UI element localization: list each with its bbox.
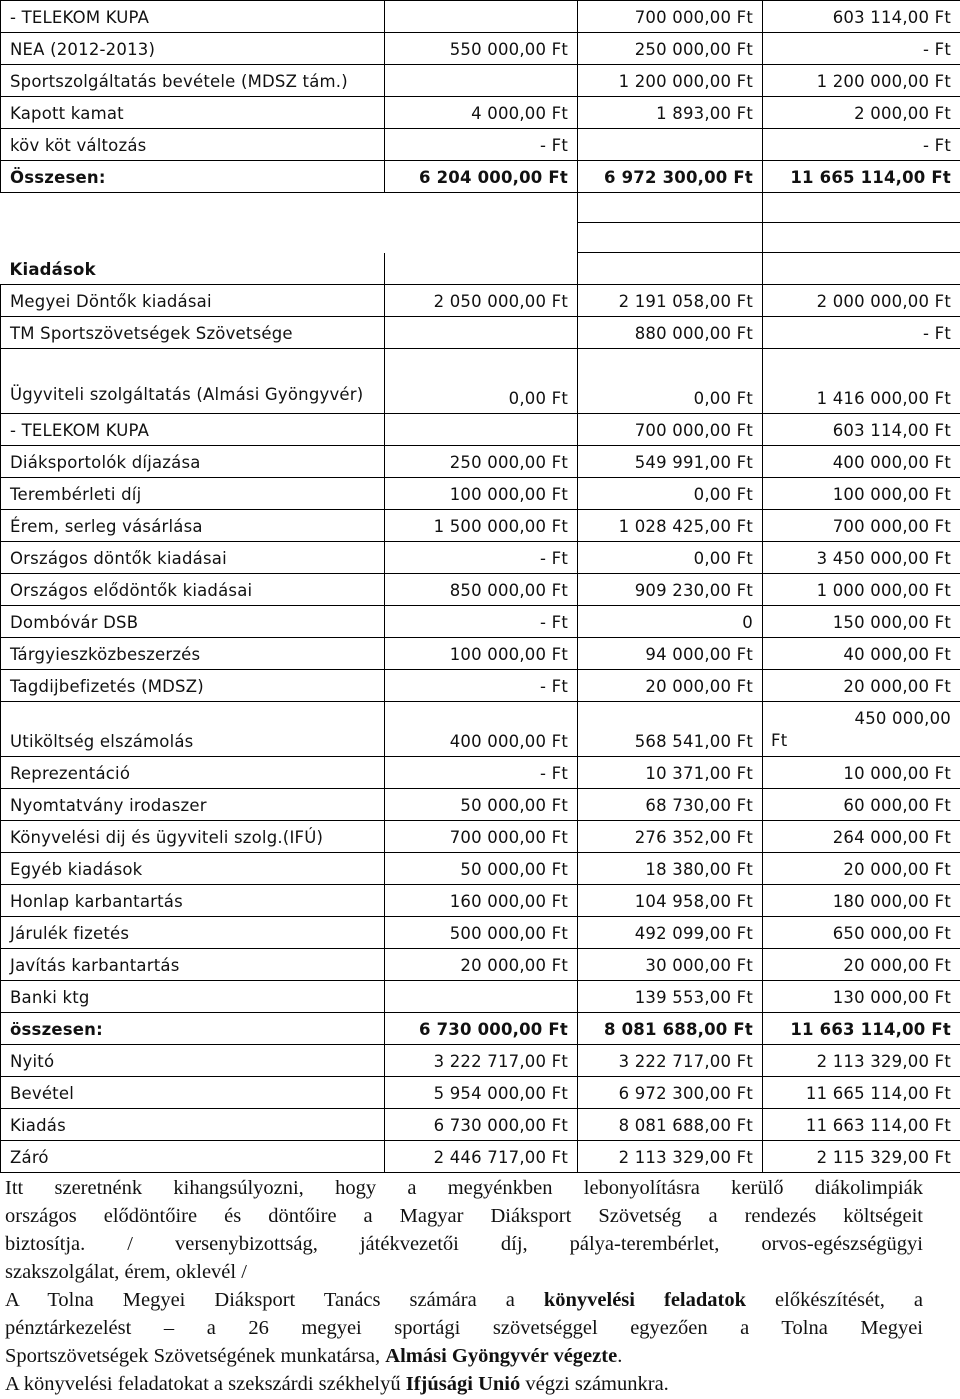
value-next: 3 450 000,00 Ft bbox=[763, 542, 960, 574]
value-next: 700 000,00 Ft bbox=[763, 510, 960, 542]
value-next-amount: 450 000,00 bbox=[854, 709, 951, 728]
value-plan: - Ft bbox=[385, 606, 578, 638]
expenses-heading-row bbox=[1, 253, 960, 285]
value-actual: 3 222 717,00 Ft bbox=[578, 1045, 763, 1077]
value-plan: 50 000,00 Ft bbox=[385, 789, 578, 821]
expense-row bbox=[1, 542, 960, 574]
value-next: 603 114,00 Ft bbox=[763, 1, 960, 33]
value-plan bbox=[385, 1, 578, 33]
empty-cell bbox=[578, 223, 763, 253]
row-label: Banki ktg bbox=[1, 981, 385, 1013]
value-plan: 160 000,00 Ft bbox=[385, 885, 578, 917]
expense-row bbox=[1, 446, 960, 478]
summary-row bbox=[1, 1141, 960, 1173]
note-paragraph-2: A Tolna Megyei Diáksport Tanács számára a könyvelési feladatok előkészítését, a bbox=[5, 1289, 924, 1311]
row-label: NEA (2012-2013) bbox=[1, 33, 385, 65]
empty-cell bbox=[1, 193, 385, 223]
value-next: 11 663 114,00 Ft bbox=[763, 1013, 960, 1045]
value-plan: 6 730 000,00 Ft bbox=[385, 1109, 578, 1141]
value-actual: 880 000,00 Ft bbox=[578, 317, 763, 349]
value-next: 400 000,00 Ft bbox=[763, 446, 960, 478]
row-label: Nyomtatvány irodaszer bbox=[1, 789, 385, 821]
value-actual: 1 028 425,00 Ft bbox=[578, 510, 763, 542]
summary-row bbox=[1, 1045, 960, 1077]
value-actual: 0,00 Ft bbox=[578, 542, 763, 574]
value-plan bbox=[385, 981, 578, 1013]
value-next: 40 000,00 Ft bbox=[763, 638, 960, 670]
expense-row bbox=[1, 349, 960, 414]
value-next: - Ft bbox=[763, 33, 960, 65]
row-label: Ügyviteli szolgáltatás (Almási Gyöngyvér) bbox=[1, 349, 385, 414]
row-label: Összesen: bbox=[1, 161, 385, 193]
value-plan bbox=[385, 317, 578, 349]
value-actual: 68 730,00 Ft bbox=[578, 789, 763, 821]
value-next: 20 000,00 Ft bbox=[763, 949, 960, 981]
value-next: 650 000,00 Ft bbox=[763, 917, 960, 949]
expense-row bbox=[1, 757, 960, 789]
expense-row bbox=[1, 853, 960, 885]
value-actual: 2 113 329,00 Ft bbox=[578, 1141, 763, 1173]
value-actual: 20 000,00 Ft bbox=[578, 670, 763, 702]
empty-cell bbox=[763, 253, 960, 285]
empty-cell bbox=[385, 193, 578, 223]
expense-row bbox=[1, 574, 960, 606]
value-next: - Ft bbox=[763, 129, 960, 161]
value-plan: 3 222 717,00 Ft bbox=[385, 1045, 578, 1077]
value-actual: 568 541,00 Ft bbox=[578, 702, 763, 757]
row-label: Terembérleti díj bbox=[1, 478, 385, 510]
row-label: Javítás karbantartás bbox=[1, 949, 385, 981]
expense-row bbox=[1, 606, 960, 638]
value-next: 100 000,00 Ft bbox=[763, 478, 960, 510]
value-plan: 700 000,00 Ft bbox=[385, 821, 578, 853]
expense-row bbox=[1, 478, 960, 510]
row-label: Érem, serleg vásárlása bbox=[1, 510, 385, 542]
value-actual: 104 958,00 Ft bbox=[578, 885, 763, 917]
income-row bbox=[1, 33, 960, 65]
row-label: Sportszolgáltatás bevétele (MDSZ tám.) bbox=[1, 65, 385, 97]
value-next: 1 000 000,00 Ft bbox=[763, 574, 960, 606]
expense-row bbox=[1, 510, 960, 542]
value-actual: 1 893,00 Ft bbox=[578, 97, 763, 129]
empty-cell bbox=[385, 253, 578, 285]
row-label: Dombóvár DSB bbox=[1, 606, 385, 638]
row-label: Országos döntők kiadásai bbox=[1, 542, 385, 574]
row-label: Tagdijbefizetés (MDSZ) bbox=[1, 670, 385, 702]
value-plan: - Ft bbox=[385, 542, 578, 574]
row-label: Reprezentáció bbox=[1, 757, 385, 789]
row-label: Könyvelési dij és ügyviteli szolg.(IFÚ) bbox=[1, 821, 385, 853]
value-next: 2 000 000,00 Ft bbox=[763, 285, 960, 317]
row-label: köv köt változás bbox=[1, 129, 385, 161]
value-plan: 0,00 Ft bbox=[385, 349, 578, 414]
value-plan: - Ft bbox=[385, 757, 578, 789]
income-row bbox=[1, 1, 960, 33]
row-label: Nyitó bbox=[1, 1045, 385, 1077]
value-actual: 18 380,00 Ft bbox=[578, 853, 763, 885]
value-next: 603 114,00 Ft bbox=[763, 414, 960, 446]
expense-row bbox=[1, 789, 960, 821]
value-plan: 1 500 000,00 Ft bbox=[385, 510, 578, 542]
bold-organization-name: Ifjúsági Unió bbox=[405, 1373, 521, 1395]
bold-person-name: Almási Gyöngyvér végezte bbox=[385, 1345, 618, 1367]
row-label: Tárgyieszközbeszerzés bbox=[1, 638, 385, 670]
note-paragraph-1-line-2: országos elődöntőire és döntőire a Magyar Diáksport Szövetség a rendezés költségeit bbox=[5, 1205, 923, 1227]
row-label: TM Sportszövetségek Szövetsége bbox=[1, 317, 385, 349]
empty-cell bbox=[763, 223, 960, 253]
value-next: 180 000,00 Ft bbox=[763, 885, 960, 917]
value-next-currency: Ft bbox=[771, 731, 788, 750]
value-next bbox=[763, 702, 960, 757]
empty-cell bbox=[578, 193, 763, 223]
row-label: Kapott kamat bbox=[1, 97, 385, 129]
value-next: 1 200 000,00 Ft bbox=[763, 65, 960, 97]
row-label: Kiadás bbox=[1, 1109, 385, 1141]
row-label: Egyéb kiadások bbox=[1, 853, 385, 885]
row-label: - TELEKOM KUPA bbox=[1, 1, 385, 33]
expense-row bbox=[1, 317, 960, 349]
value-plan: 2 446 717,00 Ft bbox=[385, 1141, 578, 1173]
expense-row bbox=[1, 414, 960, 446]
value-plan: 850 000,00 Ft bbox=[385, 574, 578, 606]
value-actual: 30 000,00 Ft bbox=[578, 949, 763, 981]
expense-row bbox=[1, 949, 960, 981]
value-actual: 549 991,00 Ft bbox=[578, 446, 763, 478]
value-actual: 492 099,00 Ft bbox=[578, 917, 763, 949]
expense-row-travel bbox=[1, 702, 960, 757]
value-plan: 5 954 000,00 Ft bbox=[385, 1077, 578, 1109]
value-plan: 250 000,00 Ft bbox=[385, 446, 578, 478]
spacer-row bbox=[1, 193, 960, 223]
expenses-heading: Kiadások bbox=[1, 253, 385, 285]
expense-row bbox=[1, 638, 960, 670]
expense-row bbox=[1, 917, 960, 949]
note-paragraph-3: A könyvelési feladatokat a szekszárdi székhelyű Ifjúsági Unió végzi számunkra. bbox=[5, 1373, 669, 1395]
value-next: 20 000,00 Ft bbox=[763, 670, 960, 702]
value-actual: 6 972 300,00 Ft bbox=[578, 161, 763, 193]
row-label: Utiköltség elszámolás bbox=[1, 702, 385, 757]
value-actual: 909 230,00 Ft bbox=[578, 574, 763, 606]
value-plan: 20 000,00 Ft bbox=[385, 949, 578, 981]
value-actual: 8 081 688,00 Ft bbox=[578, 1013, 763, 1045]
note-paragraph-1-line-3: biztosítja. / versenybizottság, játékvezetői díj, pálya-terembérlet, orvos-egészségügyi bbox=[5, 1233, 923, 1255]
value-next: 11 663 114,00 Ft bbox=[763, 1109, 960, 1141]
value-plan: 50 000,00 Ft bbox=[385, 853, 578, 885]
value-actual: 2 191 058,00 Ft bbox=[578, 285, 763, 317]
value-next: - Ft bbox=[763, 317, 960, 349]
value-plan: 550 000,00 Ft bbox=[385, 33, 578, 65]
value-next: 1 416 000,00 Ft bbox=[763, 349, 960, 414]
value-actual: 276 352,00 Ft bbox=[578, 821, 763, 853]
summary-row bbox=[1, 1077, 960, 1109]
note-paragraph-1: Itt szeretnénk kihangsúlyozni, hogy a megyénkben lebonyolításra kerülő diákolimpiák bbox=[5, 1177, 923, 1199]
value-actual: 700 000,00 Ft bbox=[578, 414, 763, 446]
row-label: Honlap karbantartás bbox=[1, 885, 385, 917]
expense-row bbox=[1, 821, 960, 853]
value-plan: - Ft bbox=[385, 129, 578, 161]
expense-row bbox=[1, 670, 960, 702]
expense-row bbox=[1, 885, 960, 917]
empty-cell bbox=[385, 223, 578, 253]
row-label: Bevétel bbox=[1, 1077, 385, 1109]
row-label: Záró bbox=[1, 1141, 385, 1173]
value-next: 130 000,00 Ft bbox=[763, 981, 960, 1013]
expense-total-row bbox=[1, 1013, 960, 1045]
value-next: 60 000,00 Ft bbox=[763, 789, 960, 821]
value-plan: 500 000,00 Ft bbox=[385, 917, 578, 949]
row-label: Diáksportolók díjazása bbox=[1, 446, 385, 478]
value-actual: 0,00 Ft bbox=[578, 349, 763, 414]
row-label: Országos elődöntők kiadásai bbox=[1, 574, 385, 606]
note-paragraph-2-line-2: pénztárkezelést – a 26 megyei sportági szövetséggel egyezően a Tolna Megyei bbox=[5, 1317, 923, 1339]
note-paragraph-1-line-4: szakszolgálat, érem, oklevél / bbox=[5, 1261, 247, 1283]
income-row bbox=[1, 65, 960, 97]
row-label: összesen: bbox=[1, 1013, 385, 1045]
value-actual bbox=[578, 129, 763, 161]
value-actual: 0 bbox=[578, 606, 763, 638]
summary-row bbox=[1, 1109, 960, 1141]
row-label: - TELEKOM KUPA bbox=[1, 414, 385, 446]
value-plan: 100 000,00 Ft bbox=[385, 478, 578, 510]
row-label: Megyei Döntők kiadásai bbox=[1, 285, 385, 317]
value-actual: 139 553,00 Ft bbox=[578, 981, 763, 1013]
value-actual: 8 081 688,00 Ft bbox=[578, 1109, 763, 1141]
value-actual: 250 000,00 Ft bbox=[578, 33, 763, 65]
value-plan bbox=[385, 65, 578, 97]
value-next: 2 115 329,00 Ft bbox=[763, 1141, 960, 1173]
value-actual: 10 371,00 Ft bbox=[578, 757, 763, 789]
bold-accounting-tasks: könyvelési feladatok bbox=[543, 1289, 746, 1311]
value-actual: 6 972 300,00 Ft bbox=[578, 1077, 763, 1109]
value-actual: 700 000,00 Ft bbox=[578, 1, 763, 33]
row-label: Járulék fizetés bbox=[1, 917, 385, 949]
income-total-row bbox=[1, 161, 960, 193]
value-next: 10 000,00 Ft bbox=[763, 757, 960, 789]
value-next: 264 000,00 Ft bbox=[763, 821, 960, 853]
value-plan: 400 000,00 Ft bbox=[385, 702, 578, 757]
value-next: 20 000,00 Ft bbox=[763, 853, 960, 885]
value-plan bbox=[385, 414, 578, 446]
income-row bbox=[1, 129, 960, 161]
expense-row bbox=[1, 285, 960, 317]
value-plan: 100 000,00 Ft bbox=[385, 638, 578, 670]
value-plan: 2 050 000,00 Ft bbox=[385, 285, 578, 317]
value-actual: 1 200 000,00 Ft bbox=[578, 65, 763, 97]
value-plan: 4 000,00 Ft bbox=[385, 97, 578, 129]
empty-cell bbox=[763, 193, 960, 223]
empty-cell bbox=[578, 253, 763, 285]
value-actual: 0,00 Ft bbox=[578, 478, 763, 510]
value-next: 2 113 329,00 Ft bbox=[763, 1045, 960, 1077]
value-plan: 6 204 000,00 Ft bbox=[385, 161, 578, 193]
spacer-row bbox=[1, 223, 960, 253]
note-paragraph-2-line-3: Sportszövetségek Szövetségének munkatársa, Almási Gyöngyvér végezte. bbox=[5, 1345, 623, 1367]
value-next: 11 665 114,00 Ft bbox=[763, 1077, 960, 1109]
value-next: 11 665 114,00 Ft bbox=[763, 161, 960, 193]
value-next: 2 000,00 Ft bbox=[763, 97, 960, 129]
value-plan: 6 730 000,00 Ft bbox=[385, 1013, 578, 1045]
income-row bbox=[1, 97, 960, 129]
value-next: 150 000,00 Ft bbox=[763, 606, 960, 638]
value-actual: 94 000,00 Ft bbox=[578, 638, 763, 670]
expense-row bbox=[1, 981, 960, 1013]
empty-cell bbox=[1, 223, 385, 253]
value-plan: - Ft bbox=[385, 670, 578, 702]
